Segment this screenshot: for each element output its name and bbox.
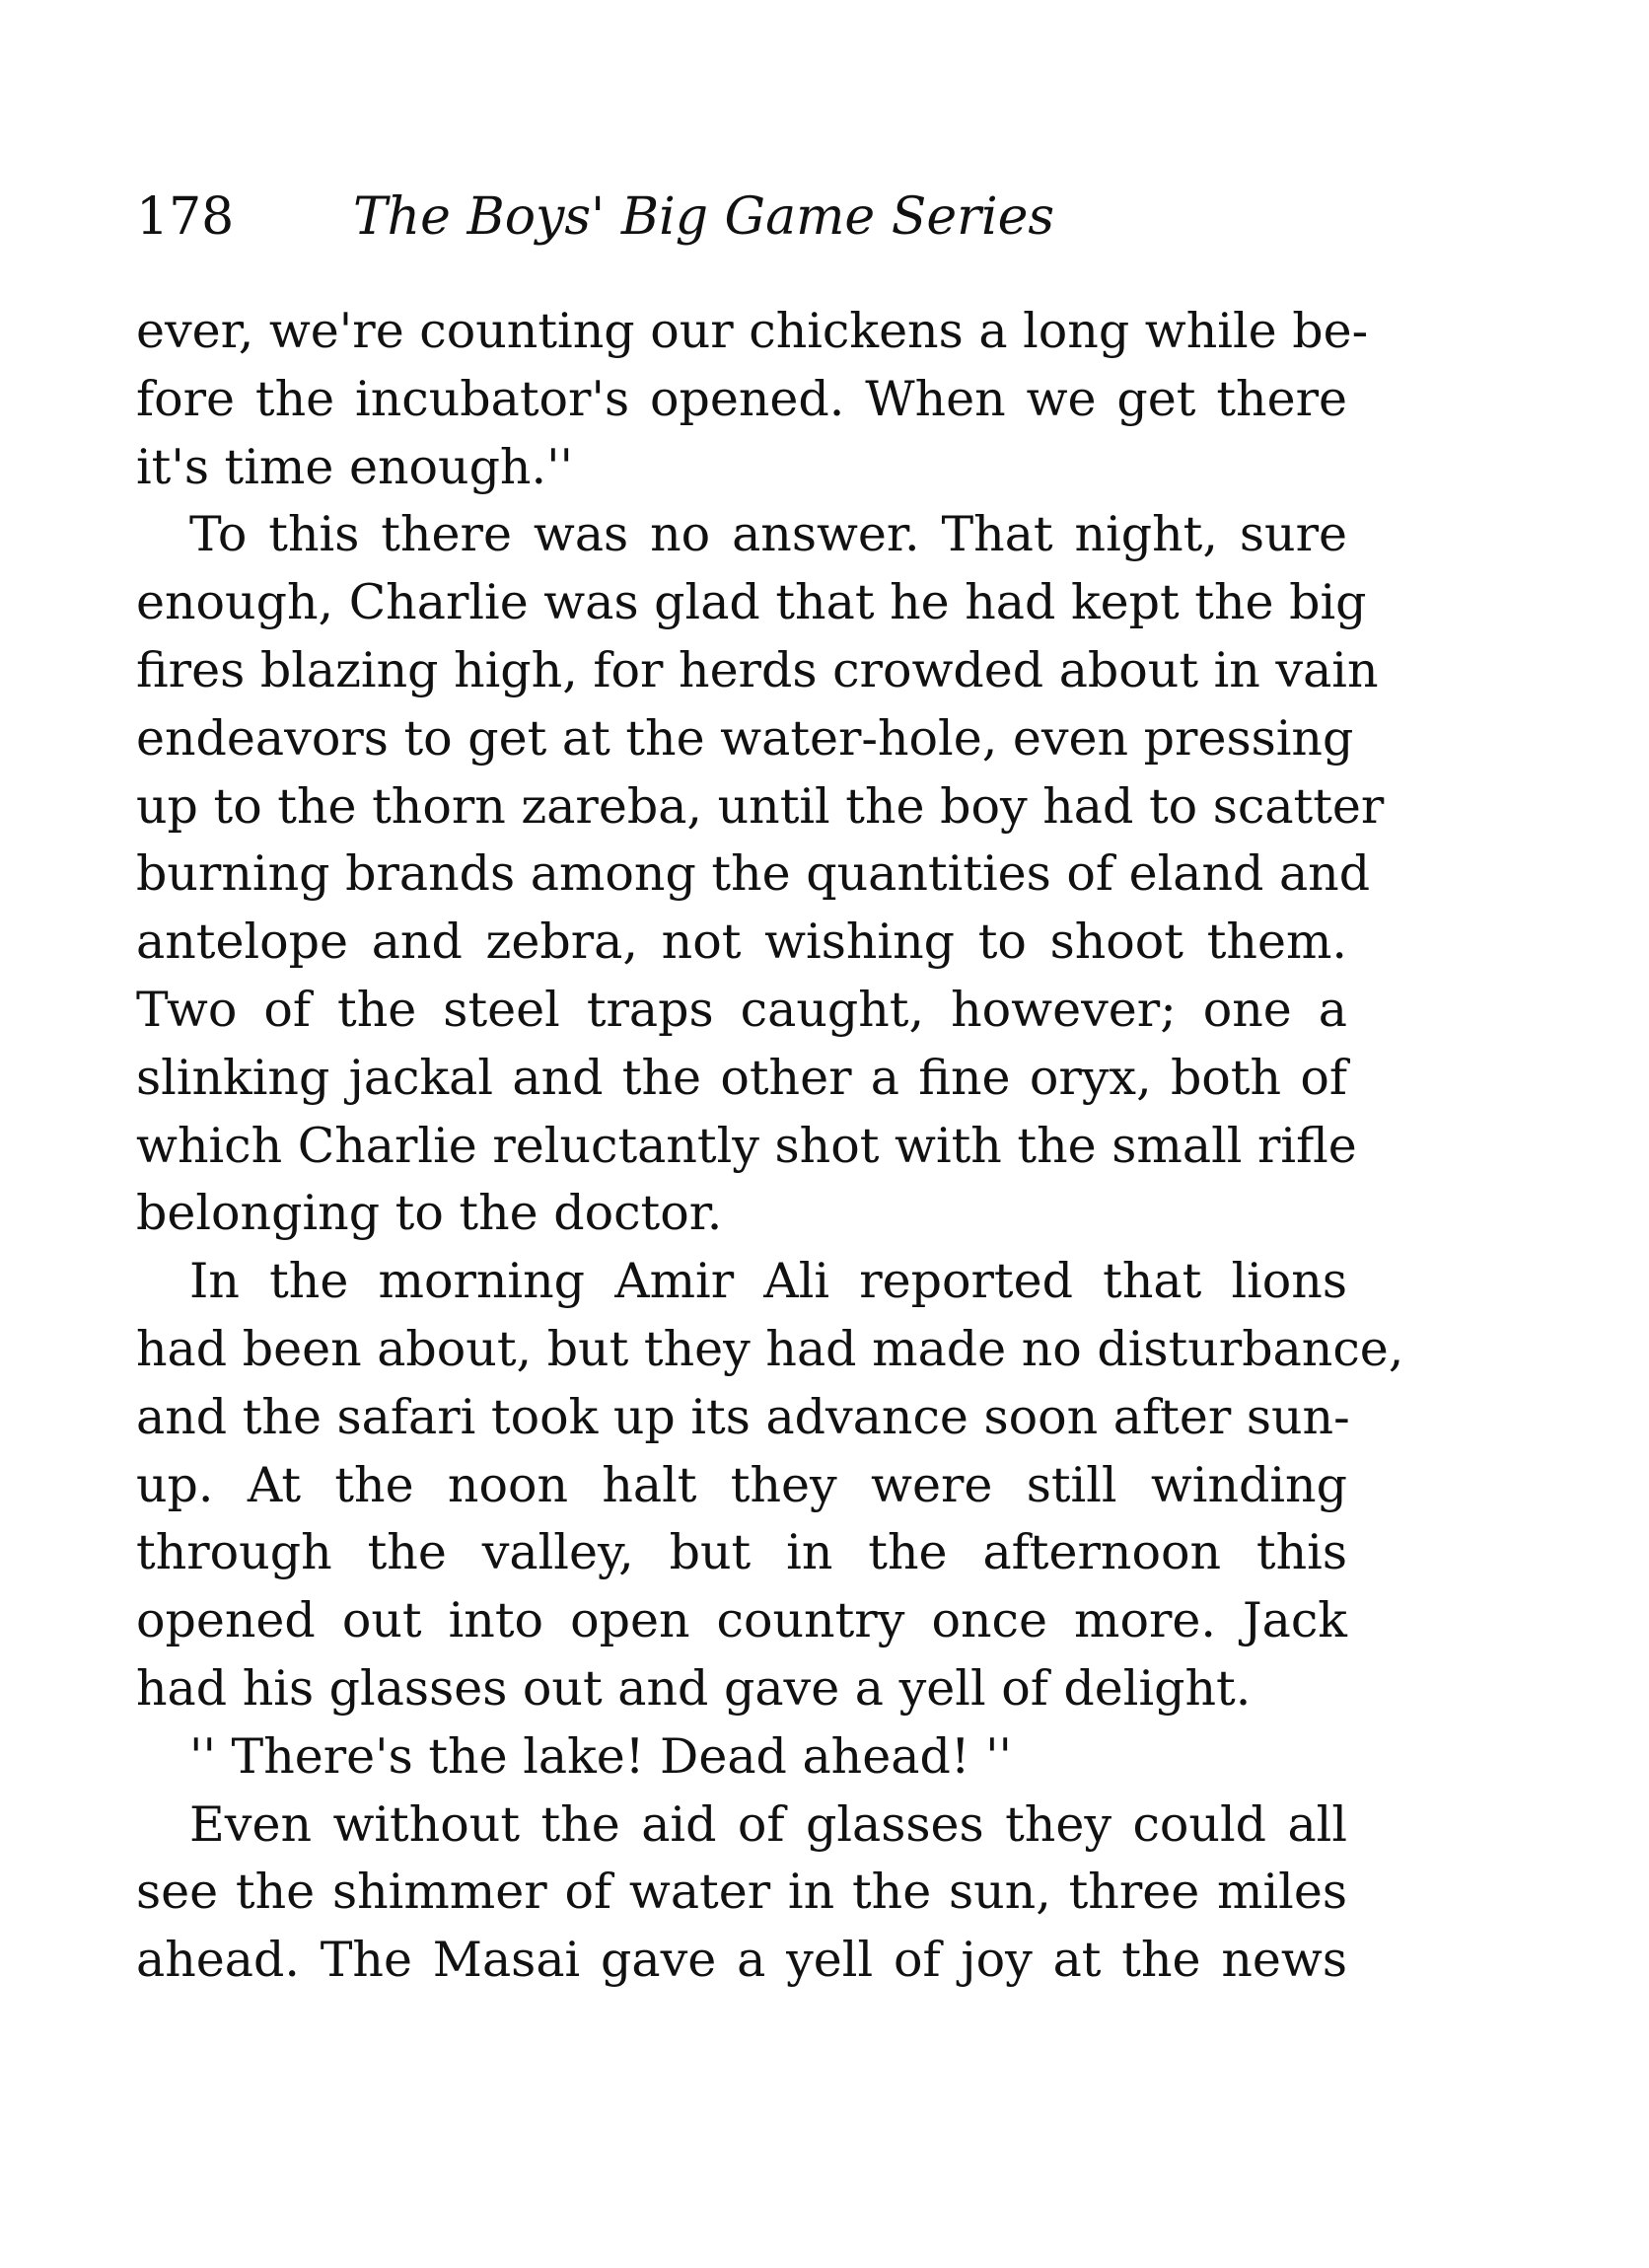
- page-number: 178: [136, 187, 235, 247]
- text-line: and the safari took up its advance soon after sun-: [136, 1388, 1350, 1445]
- text-line: see the shimmer of water in the sun, three miles: [136, 1864, 1347, 1921]
- text-line: up to the thorn zareba, until the boy had to scatter: [136, 777, 1385, 835]
- text-line: '' There's the lake! Dead ahead! '': [189, 1727, 1013, 1785]
- text-line: Two of the steel traps caught, however; one a: [136, 981, 1347, 1038]
- text-line: belonging to the doctor.: [136, 1185, 723, 1242]
- running-title: The Boys' Big Game Series: [353, 187, 1055, 247]
- text-line: ever, we're counting our chickens a long while be-: [136, 303, 1369, 359]
- text-line: ahead. The Masai gave a yell of joy at the news: [136, 1932, 1347, 1989]
- text-line: had his glasses out and gave a yell of delight.: [136, 1659, 1252, 1717]
- text-line: enough, Charlie was glad that he had kept the big: [136, 574, 1367, 631]
- text-line: In the morning Amir Ali reported that lions: [189, 1253, 1347, 1310]
- body-text: [136, 298, 1404, 1995]
- text-line: through the valley, but in the afternoon this: [136, 1524, 1347, 1581]
- page-header: [136, 187, 1369, 256]
- text-line: slinking jackal and the other a fine oryx, both of: [136, 1049, 1347, 1106]
- text-line: opened out into open country once more. Jack: [136, 1592, 1347, 1649]
- text-line: fore the incubator's opened. When we get there: [136, 370, 1347, 427]
- text-line: it's time enough.'': [136, 438, 574, 495]
- text-line: fires blazing high, for herds crowded about in vain: [136, 641, 1379, 698]
- text-line: had been about, but they had made no disturbance,: [136, 1320, 1404, 1377]
- text-line: burning brands among the quantities of eland and: [136, 845, 1371, 903]
- text-line: To this there was no answer. That night, sure: [189, 506, 1347, 563]
- text-line: which Charlie reluctantly shot with the small rifle: [136, 1117, 1357, 1174]
- text-line: antelope and zebra, not wishing to shoot them.: [136, 914, 1347, 971]
- text-line: endeavors to get at the water-hole, even pressing: [136, 709, 1354, 767]
- text-line: Even without the aid of glasses they could all: [189, 1795, 1347, 1853]
- text-line: up. At the noon halt they were still winding: [136, 1456, 1347, 1513]
